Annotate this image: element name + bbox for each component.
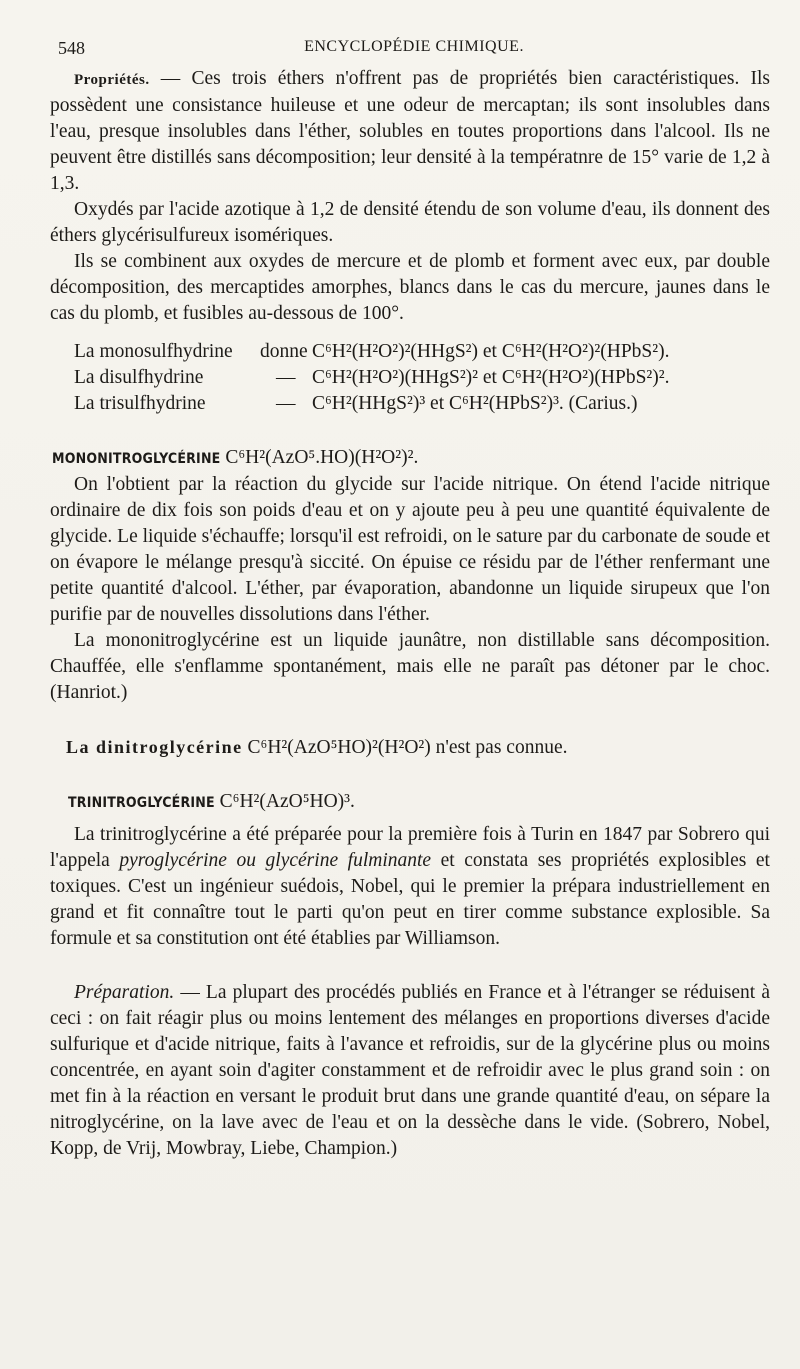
dinitro-title: La dinitroglycérine bbox=[66, 737, 243, 757]
formula-row bbox=[50, 365, 770, 391]
combination-paragraph: Ils se combinent aux oxydes de mercure et de plomb et forment avec eux, par double décomposition, des mercaptides amorphes, blancs dans le cas du mercure, jaunes dans le cas du plomb, et fusibles au-dessous de 100°. bbox=[50, 251, 770, 324]
preparation-text: — La plupart des procédés publiés en France et à l'étranger se réduisent à ceci : on fait réagir plus ou moins lentement des mélanges en proportions diverses d'acide sulfurique et d'acide nitrique, faits à l'avance et refroidis, sur de la glycérine plus ou moins concentrée, en ayant soin d'agiter constamment et de refroidir avec le plus grand soin : on met fin à la réaction en versant le produit brut dans une grande quantité d'eau, on sépare la nitroglycérine, on la lave avec de l'eau et on la dessèche dans le vide. (Sobrero, Nobel, Kopp, de Vrij, Mowbray, Liebe, Champion.) bbox=[50, 982, 770, 1159]
formula-verb: donne bbox=[260, 341, 308, 362]
page-header bbox=[58, 38, 770, 60]
preparation-paragraph bbox=[50, 980, 770, 1162]
page-body bbox=[50, 66, 770, 1162]
formula-row bbox=[50, 339, 770, 365]
dinitro-heading bbox=[66, 734, 770, 761]
mononitro-paragraph-1: On l'obtient par la réaction du glycide sur l'acide nitrique. On étend l'acide nitrique ordinaire de dix fois son poids d'eau et on y ajoute peu à peu une quantité équivalente de glycide. Le liquide s'échauffe; lorsqu'il est refroidi, on le sature par du carbonate de soude et on évapore le mélange presqu'à siccité. On épuise ce résidu par de l'éther renfermant une petite quantité d'alcool. L'éther, par évaporation, abandonne un liquide sirupeux que l'on purifie par de nouvelles dissolutions dans l'éther. bbox=[50, 474, 770, 625]
oxidation-paragraph: Oxydés par l'acide azotique à 1,2 de densité étendu de son volume d'eau, ils donnent des éthers glycérisulfureux isomériques. bbox=[50, 199, 770, 246]
mononitro-formula: C⁶H²(AzO⁵.HO)(H²O²)². bbox=[220, 447, 419, 468]
mononitro-paragraph-2: La mononitroglycérine est un liquide jaunâtre, non distillable sans décomposition. Chauffée, elle s'enflamme spontanément, mais elle ne paraît pas détoner par le choc. (Hanriot.) bbox=[50, 630, 770, 703]
formula-name: La trisulfhydrine bbox=[74, 393, 206, 414]
formula-verb: — bbox=[276, 367, 296, 388]
trinitro-heading bbox=[68, 789, 770, 816]
trinitro-paragraph bbox=[50, 822, 770, 952]
properties-text: — Ces trois éthers n'offrent pas de propriétés bien caractéristiques. Ils possèdent une consistance huileuse et une odeur de mercaptan; ils sont insolubles dans l'eau, presque insolubles dans l'éther, solubles en toutes proportions dans l'alcool. Ils ne peuvent être distillés sans décomposition; leur densité à la températnre de 15° varie de 1,2 à 1,3. bbox=[50, 68, 770, 194]
properties-runin-heading: Propriétés. bbox=[74, 72, 150, 88]
trinitro-text-a: La trinitroglycérine a été préparée pour la première fois à Turin en 1847 par Sobrero qui l'appela bbox=[50, 824, 770, 871]
mononitro-heading bbox=[52, 445, 770, 472]
properties-paragraph bbox=[50, 66, 770, 197]
formula-text: C⁶H²(HHgS²)³ et C⁶H²(HPbS²)³. (Carius.) bbox=[312, 393, 638, 414]
trinitro-title: TRINITROGLYCÉRINE bbox=[68, 795, 215, 811]
running-title: ENCYCLOPÉDIE CHIMIQUE. bbox=[304, 38, 524, 55]
formula-text: C⁶H²(H²O²)(HHgS²)² et C⁶H²(H²O²)(HPbS²)². bbox=[312, 367, 670, 388]
formula-name: La monosulfhydrine bbox=[74, 341, 233, 362]
mononitro-title: MONONITROGLYCÉRINE bbox=[52, 451, 221, 467]
trinitro-text-b: et constata ses propriétés explosibles et toxiques. C'est un ingénieur suédois, Nobel, qui le premier la prépara industriellement en grand et fit connaître tout le parti qu'on peut en tirer comme substance explosible. Sa formule et sa constitution ont été établies par Williamson. bbox=[50, 850, 770, 949]
trinitro-italic-name: pyroglycérine ou glycérine fulminante bbox=[119, 850, 432, 871]
formula-text: C⁶H²(H²O²)²(HHgS²) et C⁶H²(H²O²)²(HPbS²). bbox=[312, 341, 670, 362]
formula-name: La disulfhydrine bbox=[74, 367, 204, 388]
trinitro-formula: C⁶H²(AzO⁵HO)³. bbox=[214, 791, 355, 812]
dinitro-text: C⁶H²(AzO⁵HO)²(H²O²) n'est pas connue. bbox=[242, 737, 568, 758]
page-number: 548 bbox=[58, 38, 85, 58]
formula-verb: — bbox=[276, 393, 296, 414]
formula-row bbox=[50, 391, 770, 417]
preparation-runin-heading: Préparation. bbox=[74, 982, 175, 1003]
